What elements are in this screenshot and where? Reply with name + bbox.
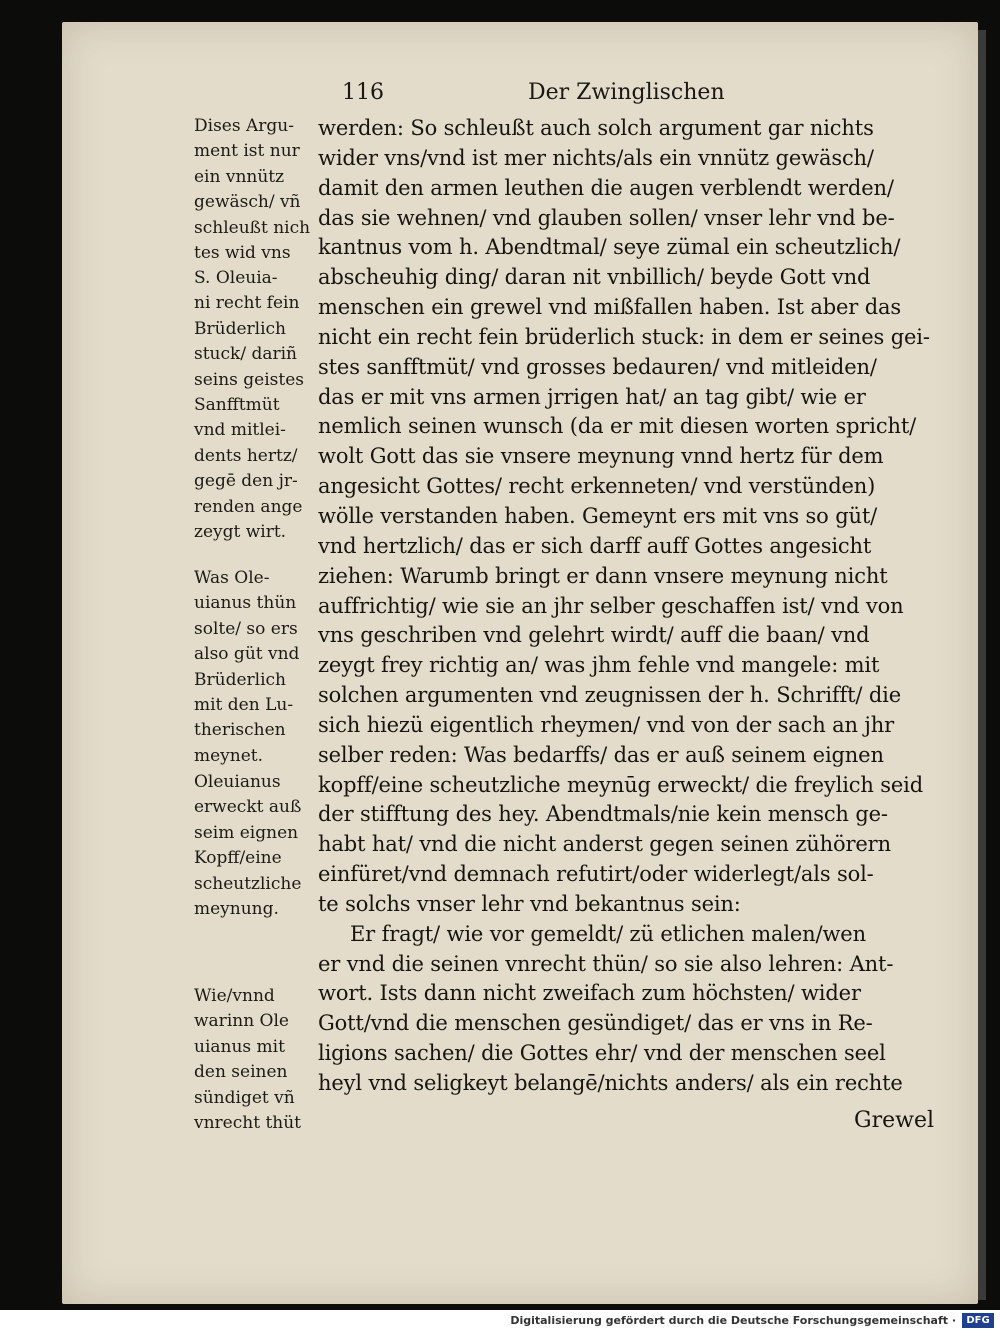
funding-credit: Digitalisierung gefördert durch die Deutsche Forschungsgemeinschaft · (510, 1314, 956, 1327)
credit-bar (0, 1310, 1000, 1332)
page-edge (978, 30, 986, 1300)
text-line: heyl vnd seligkeyt belangē/nichts anders/ als ein rechte (318, 1071, 903, 1095)
running-title: Der Zwinglischen (528, 80, 725, 105)
text-line: einfüret/vnd demnach refutirt/oder widerlegt/als sol- (318, 862, 874, 887)
text-line: habt hat/ vnd die nicht anderst gegen seinen zühörern (318, 832, 891, 857)
text-line: er vnd die seinen vnrecht thün/ so sie also lehren: Ant- (318, 951, 894, 976)
text-line: abscheuhig ding/ daran nit vnbillich/ beyde Gott vnd (318, 265, 871, 290)
text-line: Gott/vnd die menschen gesündiget/ das er vns in Re- (318, 1011, 873, 1036)
text-line: kantnus vom h. Abendtmal/ seye zümal ein scheutzlich/ (318, 235, 901, 260)
text-line: auffrichtig/ wie sie an jhr selber geschaffen ist/ vnd von (318, 593, 904, 618)
body-text (318, 114, 958, 1099)
text-line: kopff/eine scheutzliche meynūg erweckt/ die freylich seid (318, 772, 924, 797)
dfg-logo: DFG (962, 1313, 994, 1328)
book-page (62, 22, 978, 1304)
text-line: nicht ein recht fein brüderlich stuck: in dem er seines gei- (318, 324, 930, 349)
catchword: Grewel (854, 1108, 934, 1133)
text-line: nemlich seinen wunsch (da er mit diesen worten spricht/ (318, 414, 917, 439)
text-line: damit den armen leuthen die augen verblendt werden/ (318, 175, 894, 200)
text-line: solchen argumenten vnd zeugnissen der h. Schrifft/ die (318, 683, 902, 708)
text-line: zeygt frey richtig an/ was jhm fehle vnd mangele: mit (318, 653, 880, 678)
text-line: Er fragt/ wie vor gemeldt/ zü etlichen malen/wen (350, 921, 866, 946)
text-line: stes sanfftmüt/ vnd grosses bedauren/ vnd mitleiden/ (318, 354, 877, 379)
text-line: menschen ein grewel vnd mißfallen haben. Ist aber das (318, 295, 901, 320)
margin-notes (194, 114, 326, 1136)
margin-note: Was Ole- uianus thün solte/ so ers also güt vnd Brüderlich mit den Lu- therischen meynet. (194, 568, 300, 766)
margin-note: Wie/vnnd warinn Ole uianus mit den seinen sündiget vñ vnrecht thüt (194, 986, 302, 1134)
text-line: selber reden: Was bedarffs/ das er auß seinem eignen (318, 742, 884, 767)
text-line: ziehen: Warumb bringt er dann vnsere meynung nicht (318, 563, 888, 588)
text-line: wort. Ists dann nicht zweifach zum höchsten/ wider (318, 981, 861, 1006)
text-line: angesicht Gottes/ recht erkenneten/ vnd verstünden) (318, 474, 876, 499)
margin-note: Dises Argu- ment ist nur ein vnnütz gewäsch/ vñ schleußt nich tes wid vns (194, 116, 311, 264)
text-line: sich hiezü eigentlich rheymen/ vnd von der sach an jhr (318, 712, 894, 737)
text-line: werden: So schleußt auch solch argument gar nichts (318, 116, 874, 140)
text-line: te solchs vnser lehr vnd bekantnus sein: (318, 891, 741, 916)
page-number: 116 (342, 80, 384, 105)
margin-note: Oleuianus erweckt auß seim eignen Kopff/eine scheutzliche meynung. (194, 772, 302, 920)
text-line: wolt Gott das sie vnsere meynung vnnd hertz für dem (318, 444, 884, 469)
text-line: wider vns/vnd ist mer nichts/als ein vnnütz gewäsch/ (318, 145, 874, 170)
margin-note: S. Oleuia- ni recht fein Brüderlich stuck/ dariñ seins geistes Sanfftmüt vnd mitlei- dents hertz/ gegē den jr- renden ange zeygt wirt. (194, 268, 305, 543)
text-line: der stifftung des hey. Abendtmals/nie kein mensch ge- (318, 802, 888, 827)
text-line: vns geschriben vnd gelehrt wirdt/ auff die baan/ vnd (318, 623, 870, 648)
text-line: vnd hertzlich/ das er sich darff auff Gottes angesicht (318, 533, 872, 558)
text-line: das sie wehnen/ vnd glauben sollen/ vnser lehr vnd be- (318, 205, 895, 230)
text-line: ligions sachen/ die Gottes ehr/ vnd der menschen seel (318, 1041, 886, 1066)
text-line: das er mit vns armen jrrigen hat/ an tag gibt/ wie er (318, 384, 866, 409)
text-line: wölle verstanden haben. Gemeynt ers mit vns so güt/ (318, 503, 878, 528)
